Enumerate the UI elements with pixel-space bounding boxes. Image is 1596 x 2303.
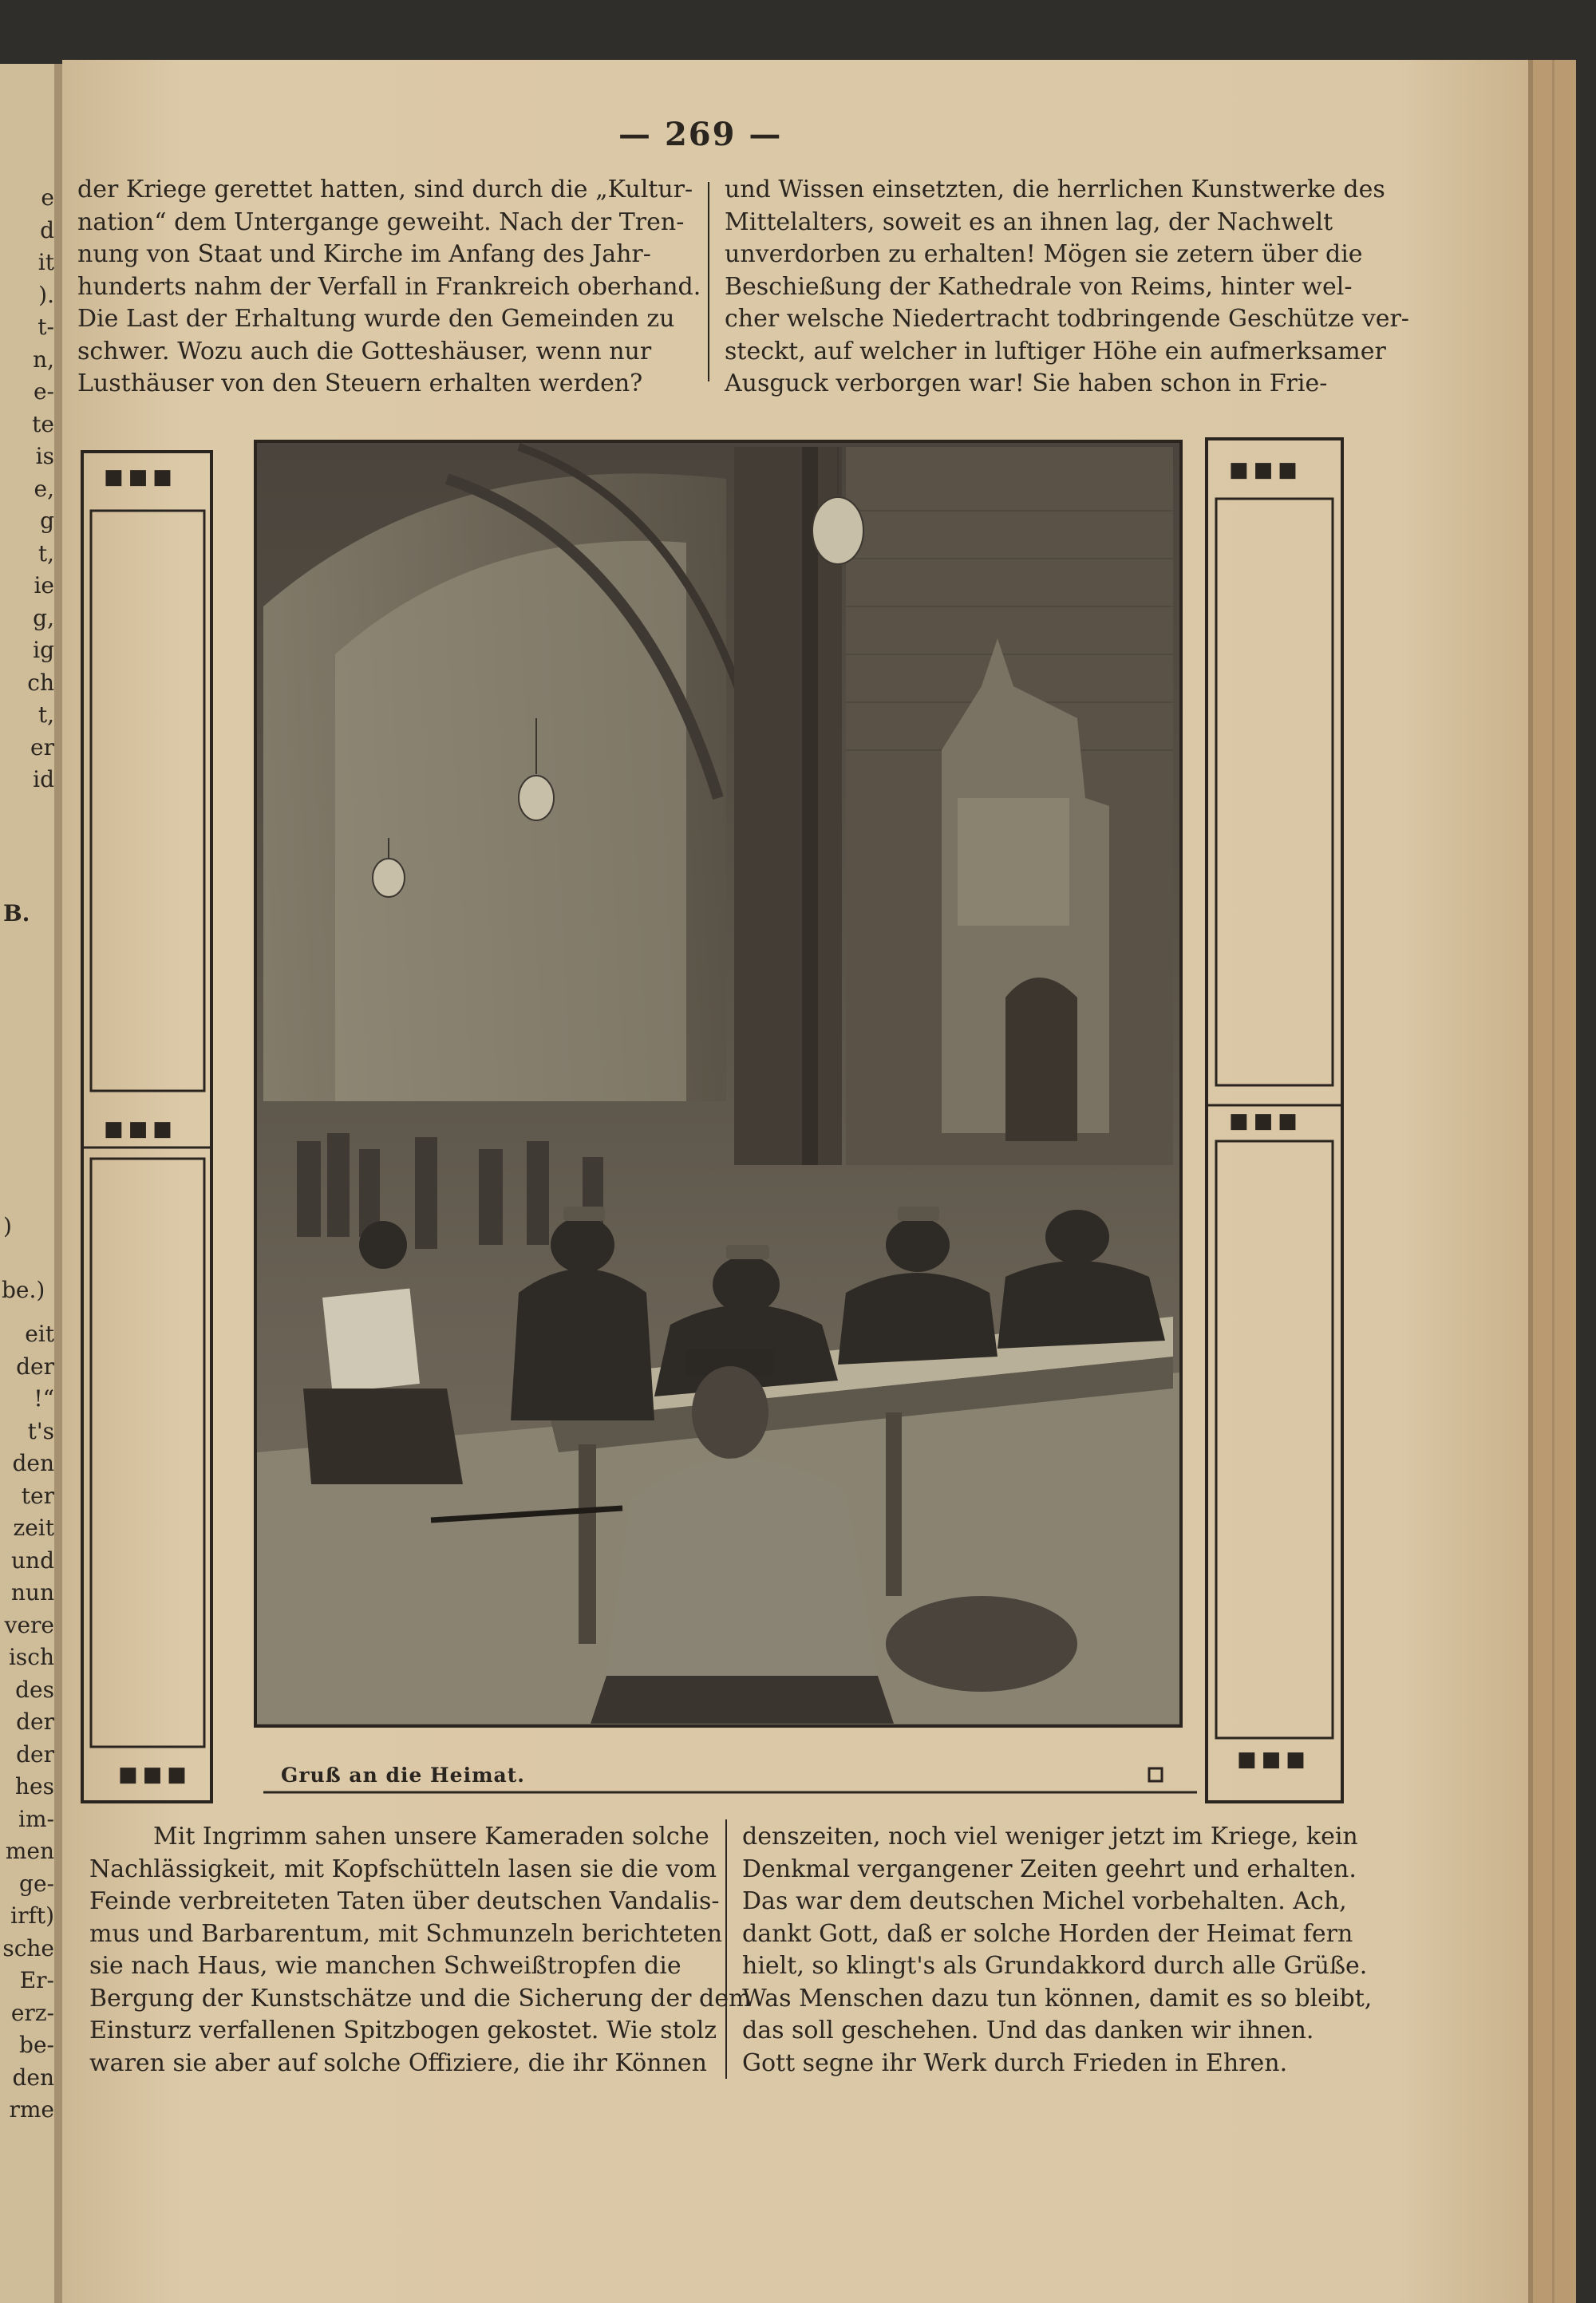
facing-page-fragment: id [33, 766, 54, 792]
facing-page-fragment: der [16, 1708, 54, 1735]
facing-page-fragment: g, [33, 604, 54, 631]
text-line: Mit Ingrimm sahen unsere Kameraden solche [153, 1823, 709, 1851]
page-number-value: 269 [664, 116, 737, 153]
text-line: nation“ dem Untergange geweiht. Nach der Tren- [77, 207, 685, 236]
top-right-column [725, 174, 1409, 401]
ornament-squares: ■■■ [104, 465, 177, 489]
facing-page-fragment: t- [38, 314, 54, 340]
facing-page-fragment: eit [25, 1321, 54, 1347]
text-line: der Kriege gerettet hatten, sind durch die „Kultur- [77, 176, 693, 203]
text-line: schwer. Wozu auch die Gotteshäuser, wenn nur [77, 337, 652, 365]
facing-page-fragment: den [12, 1450, 54, 1476]
facing-page-fragment: und [11, 1547, 54, 1574]
bottom-left-column [89, 1821, 752, 2080]
text-line: dankt Gott, daß er solche Horden der Heimat fern [742, 1919, 1353, 1948]
text-line: steckt, auf welcher in luftiger Höhe ein aufmerksamer [725, 337, 1386, 365]
ornament-squares: ■■■ [118, 1763, 192, 1787]
facing-page-fragment: ie [34, 572, 54, 598]
text-line: waren sie aber auf solche Offiziere, die ihr Können [89, 2048, 707, 2077]
facing-page-fragment: te [32, 410, 54, 437]
text-line: Einsturz verfallenen Spitzbogen gekostet. Wie stolz [89, 2017, 717, 2044]
text-line: Mittelalters, soweit es an ihnen lag, der Nachwelt [725, 207, 1333, 236]
text-line: mus und Barbarentum, mit Schmunzeln berichteten [89, 1919, 723, 1948]
facing-page-fragment: erz- [10, 1999, 54, 2026]
facing-page-fragment: ch [27, 669, 54, 696]
facing-page-fragment: it [38, 249, 54, 275]
facing-page-fragment: be- [19, 2032, 54, 2058]
facing-page-fragment: t, [38, 539, 54, 567]
facing-page-fragment: zeit [13, 1515, 54, 1541]
facing-page-fragment: ge- [19, 1870, 54, 1897]
text-line: Das war dem deutschen Michel vorbehalten. Ach, [742, 1887, 1347, 1915]
facing-page-fragment: !“ [34, 1385, 54, 1412]
facing-page-fragments-upper [0, 182, 54, 796]
facing-page-fragment: B. [3, 900, 30, 926]
text-line: das soll geschehen. Und das danken wir ihnen. [742, 2017, 1314, 2044]
facing-page-fragment: der [16, 1353, 54, 1380]
facing-page-fragment: im- [18, 1805, 54, 1832]
facing-page-fragment: e, [34, 475, 54, 502]
text-line: Nachlässigkeit, mit Kopfschütteln lasen sie die vom [89, 1855, 717, 1883]
top-left-column [77, 174, 701, 401]
text-line: Lusthäuser von den Steuern erhalten werden? [77, 369, 643, 397]
facing-page-fragment: ig [33, 637, 54, 663]
text-line: Was Menschen dazu tun können, damit es so bleibt, [742, 1984, 1373, 2013]
text-line: Bergung der Kunstschätze und die Sicherung der dem [89, 1984, 752, 2013]
ornament-squares: ■■■ [1237, 1748, 1310, 1772]
facing-page-fragment: be.) [2, 1277, 45, 1303]
facing-page-fragment: des [15, 1676, 54, 1703]
ornament-squares: ■■■ [104, 1117, 177, 1141]
bottom-right-column [742, 1821, 1373, 2080]
text-line: Ausguck verborgen war! Sie haben schon in Frie- [725, 369, 1328, 397]
facing-page-fragment: t, [38, 701, 54, 728]
facing-page-fragment: Er- [19, 1967, 54, 1993]
text-line: nung von Staat und Kirche im Anfang des Jahr- [77, 240, 651, 268]
text-line: hielt, so klingt's als Grundakkord durch alle Grüße. [742, 1952, 1368, 1980]
page-number: — 269 — [618, 116, 783, 153]
facing-page-fragment: isch [8, 1644, 54, 1670]
facing-page-fragment: der [16, 1740, 54, 1768]
facing-page-fragment: ). [38, 281, 54, 308]
text-line: Denkmal vergangener Zeiten geehrt und erhalten. [742, 1855, 1357, 1883]
facing-page-fragment: men [5, 1838, 54, 1864]
facing-page-fragment: rme [9, 2096, 54, 2123]
text-line: Beschießung der Kathedrale von Reims, hinter wel- [725, 272, 1353, 301]
facing-page-fragment: sche [2, 1934, 54, 1961]
photo-caption: Gruß an die Heimat. [281, 1764, 525, 1787]
text-line: Die Last der Erhaltung wurde den Gemeinden zu [77, 305, 675, 333]
facing-page-fragment: e [41, 184, 54, 211]
facing-page-fragment: is [35, 443, 54, 469]
facing-page-fragment: t's [27, 1417, 54, 1444]
text-line: denszeiten, noch viel weniger jetzt im Kriege, kein [742, 1823, 1358, 1851]
ornament-squares: ■■■ [1229, 458, 1302, 482]
ornament-squares: ■■■ [1229, 1109, 1302, 1133]
facing-page-fragment: den [12, 2064, 54, 2091]
text-line: und Wissen einsetzten, die herrlichen Kunstwerke des [725, 176, 1385, 203]
text-line: Feinde verbreiteten Taten über deutschen Vandalis- [89, 1887, 720, 1915]
text-line: sie nach Haus, wie manchen Schweißtropfen die [89, 1952, 681, 1980]
facing-page-fragment: ) [3, 1213, 12, 1239]
photograph [255, 441, 1181, 1726]
facing-page-fragment: n, [33, 346, 54, 373]
facing-page-fragment: irft) [10, 1902, 54, 1929]
facing-page-fragment: vere [4, 1611, 54, 1638]
facing-page-fragment: er [30, 733, 54, 760]
facing-page-fragments-lower [0, 1318, 54, 2127]
text-line: hunderts nahm der Verfall in Frankreich oberhand. [77, 272, 701, 301]
facing-page-fragment: ter [21, 1482, 54, 1509]
text-line: Gott segne ihr Werk durch Frieden in Ehren. [742, 2048, 1288, 2077]
facing-page-fragment: d [40, 216, 54, 243]
facing-page-fragment: e- [33, 378, 54, 405]
text-line: unverdorben zu erhalten! Mögen sie zetern über die [725, 240, 1363, 268]
facing-page-fragment: hes [15, 1773, 54, 1799]
text-line: cher welsche Niedertracht todbringende Geschütze ver- [725, 305, 1409, 333]
facing-page-fragment: nun [10, 1579, 54, 1606]
facing-page-fragment: g [40, 508, 54, 534]
